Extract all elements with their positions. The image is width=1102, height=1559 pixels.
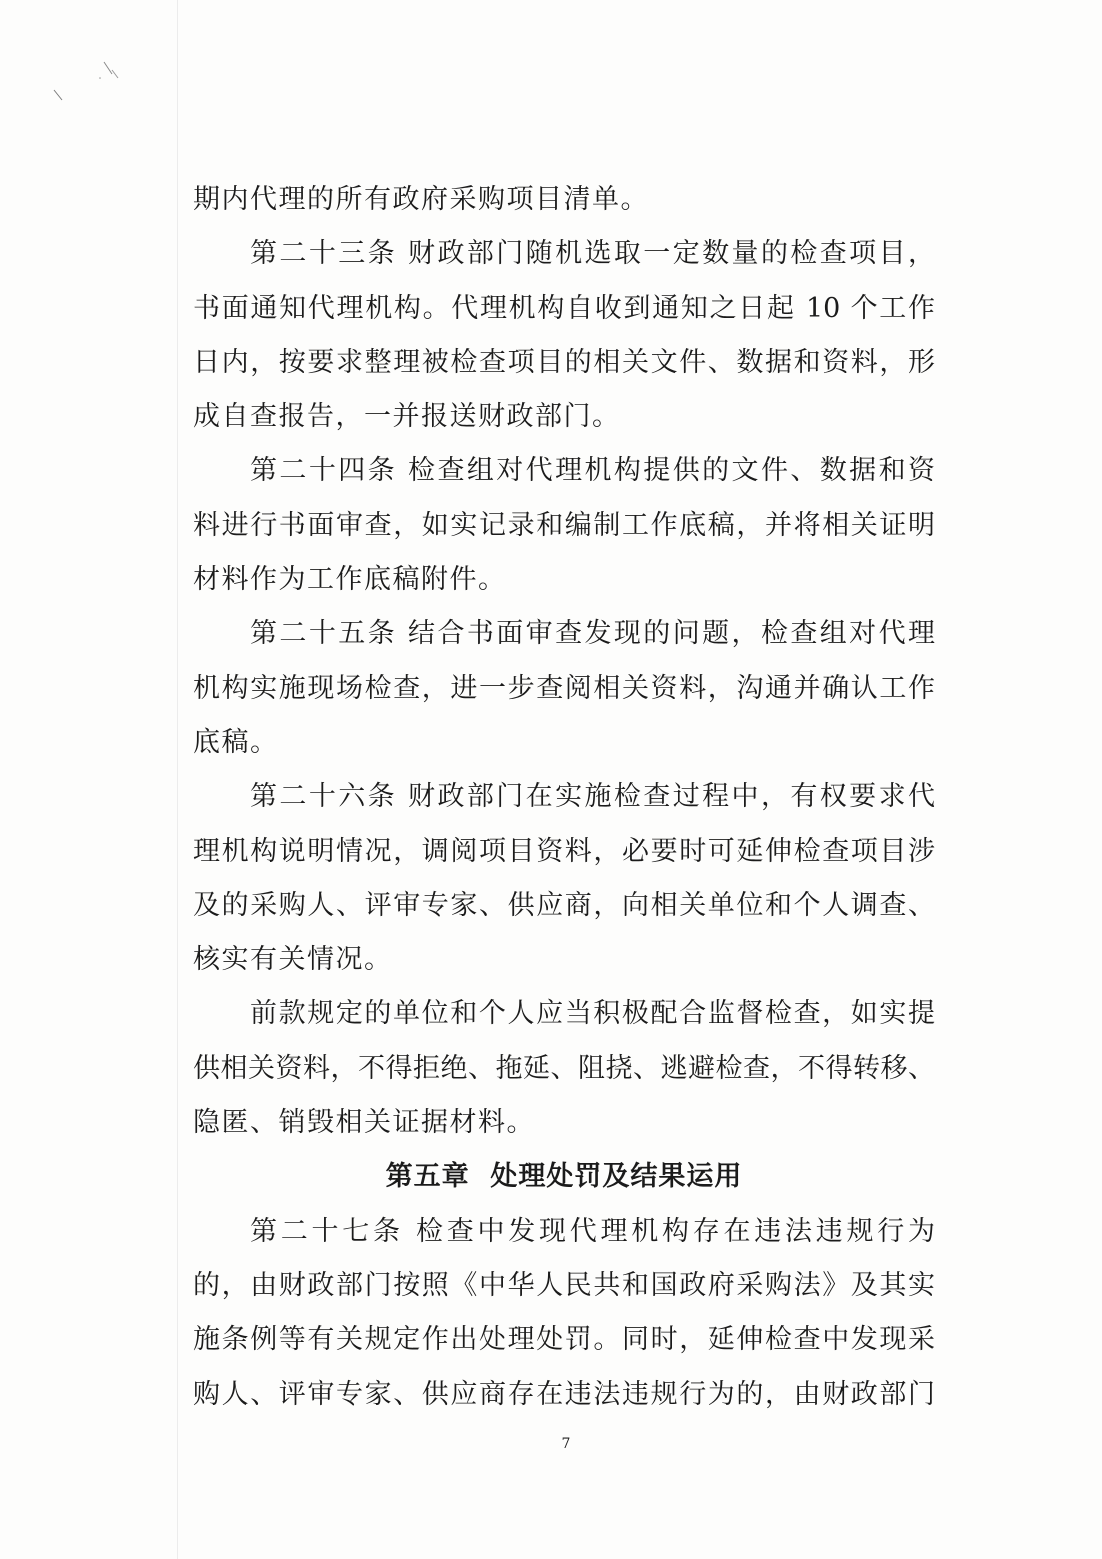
chapter-heading: 第五章 处理处罚及结果运用: [385, 1161, 743, 1193]
text-line: 成自查报告，一并报送财政部门。: [193, 401, 621, 433]
text-line: 购人、评审专家、供应商存在违法违规行为的，由财政部门: [193, 1378, 935, 1410]
text-line: 材料作为工作底稿附件。: [193, 564, 507, 596]
text-line: 期内代理的所有政府采购项目清单。: [193, 184, 649, 215]
paragraph-article-23: [193, 227, 935, 444]
paragraph-article-26: [193, 770, 935, 987]
text-line: 前款规定的单位和个人应当积极配合监督检查，如实提: [250, 998, 935, 1030]
page-number: 7: [561, 1436, 571, 1452]
document-body: [193, 173, 935, 1422]
text-line: 隐匿、销毁相关证据材料。: [193, 1107, 535, 1139]
text-line: 第二十三条 财政部门随机选取一定数量的检查项目，: [250, 238, 935, 270]
text-line: 第二十六条 财政部门在实施检查过程中，有权要求代: [250, 781, 935, 813]
paragraph-article-25: [193, 607, 935, 770]
scan-speck-marks: [0, 0, 140, 120]
text-line: 底稿。: [193, 726, 279, 758]
text-line: 的，由财政部门按照《中华人民共和国政府采购法》及其实: [193, 1269, 935, 1301]
text-line: 第二十七条 检查中发现代理机构存在违法违规行为: [250, 1215, 935, 1247]
text-line: 供相关资料，不得拒绝、拖延、阻挠、逃避检查，不得转移、: [193, 1052, 935, 1084]
text-line: 书面通知代理机构。代理机构自收到通知之日起 10 个工作: [193, 292, 935, 324]
text-line: 理机构说明情况，调阅项目资料，必要时可延伸检查项目涉: [193, 835, 935, 867]
text-line: 施条例等有关规定作出处理处罚。同时，延伸检查中发现采: [193, 1324, 935, 1356]
paragraph-article-27: [193, 1205, 935, 1422]
text-line: 第二十四条 检查组对代理机构提供的文件、数据和资: [250, 455, 935, 487]
paragraph-article-24: [193, 444, 935, 607]
text-line: 料进行书面审查，如实记录和编制工作底稿，并将相关证明: [193, 509, 935, 541]
text-line: 及的采购人、评审专家、供应商，向相关单位和个人调查、: [193, 889, 935, 921]
text-line: 核实有关情况。: [193, 944, 393, 976]
text-line: 日内，按要求整理被检查项目的相关文件、数据和资料，形: [193, 346, 935, 378]
paragraph-article-26-clause: [193, 987, 935, 1150]
paragraph: [193, 173, 935, 227]
scan-edge-line: [177, 0, 178, 1559]
text-line: 机构实施现场检查，进一步查阅相关资料，沟通并确认工作: [193, 672, 935, 704]
text-line: 第二十五条 结合书面审查发现的问题，检查组对代理: [250, 618, 935, 650]
